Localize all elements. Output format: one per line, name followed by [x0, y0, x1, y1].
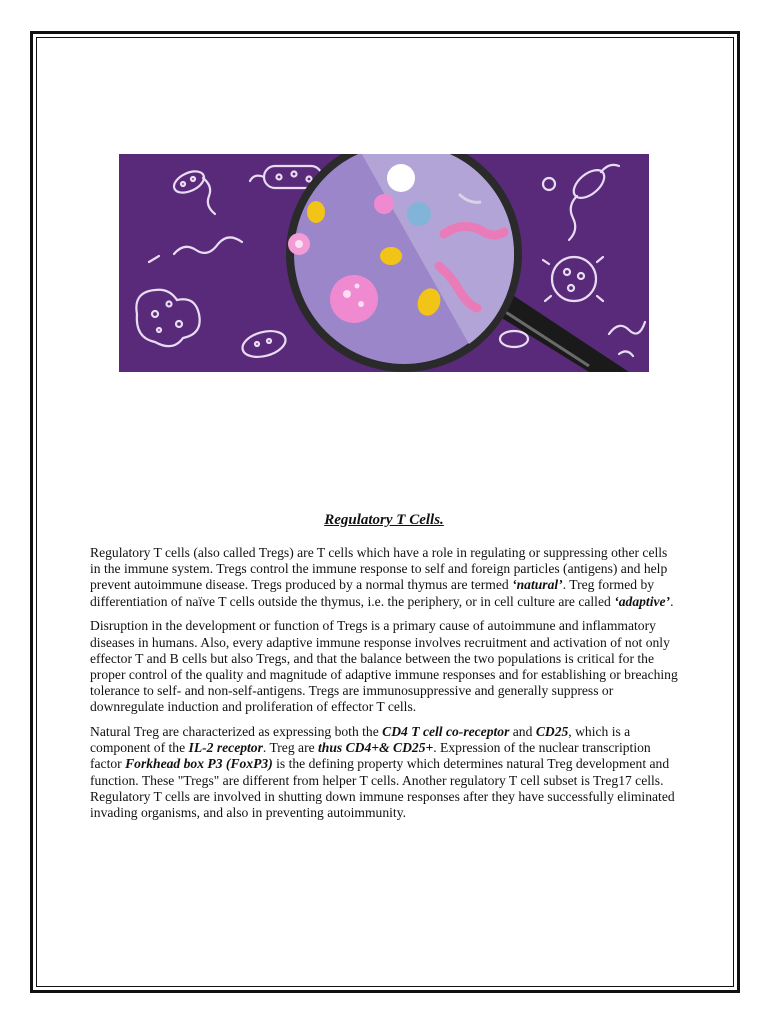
emphasis-segment: ‘adaptive’	[614, 593, 671, 609]
emphasis-segment: CD4 T cell co-receptor	[382, 724, 510, 740]
text-segment: . Treg are	[262, 740, 319, 756]
emphasis-segment: CD25	[535, 724, 569, 740]
text-segment: is the defining property which determines natural Treg development and function. These "Tregs" are different from helper T cells. Another regulatory T cell subset is Treg17 cells. Regulatory T cells are involved in shutting down immune responses after they have successfully eliminated invading organisms, and also in preventing autoimmunity.	[90, 756, 675, 821]
paragraph-2	[90, 618, 680, 715]
text-segment: and	[509, 724, 536, 740]
paragraph-1	[90, 545, 680, 610]
text-segment: .	[670, 593, 674, 609]
magnifying-glass-microbes-image	[119, 154, 649, 372]
text-segment: , which is a component of the	[90, 724, 631, 756]
emphasis-segment: Forkhead box P3 (FoxP3)	[125, 756, 273, 772]
emphasis-segment: IL-2 receptor	[188, 740, 263, 756]
emphasis-segment: thus CD4+& CD25+	[318, 740, 434, 756]
paragraph-3	[90, 724, 680, 821]
text-segment: . Expression of the nuclear transcription factor	[90, 740, 651, 772]
text-segment: Disruption in the development or function of Tregs is a primary cause of autoimmune and inflammatory diseases in humans. Also, every adaptive immune response involves recruitment and activation of not only effector T and B cells but also Tregs, and that the balance between the two populations is critical for the proper control of the quality and magnitude of adaptive immune responses and for establishing or breaching tolerance to self- and non-self-antigens. Tregs are immunosuppressive and generally suppress or downregulate induction and proliferation of effector T cells.	[90, 618, 678, 715]
text-segment: Regulatory T cells (also called Tregs) are T cells which have a role in regulating or suppressing other cells in the immune system. Tregs control the immune response to self and foreign particles (antigens) and help prevent autoimmune disease. Tregs produced by a normal thymus are termed	[90, 545, 668, 593]
document-body	[90, 545, 680, 830]
document-title: Regulatory T Cells.	[324, 512, 444, 528]
text-segment: . Treg formed by differentiation of naïve T cells outside the thymus, i.e. the periphery, or in cell culture are called	[90, 577, 655, 609]
text-segment: Natural Treg are characterized as expressing both the	[90, 724, 383, 740]
emphasis-segment: ‘natural’	[512, 577, 563, 593]
